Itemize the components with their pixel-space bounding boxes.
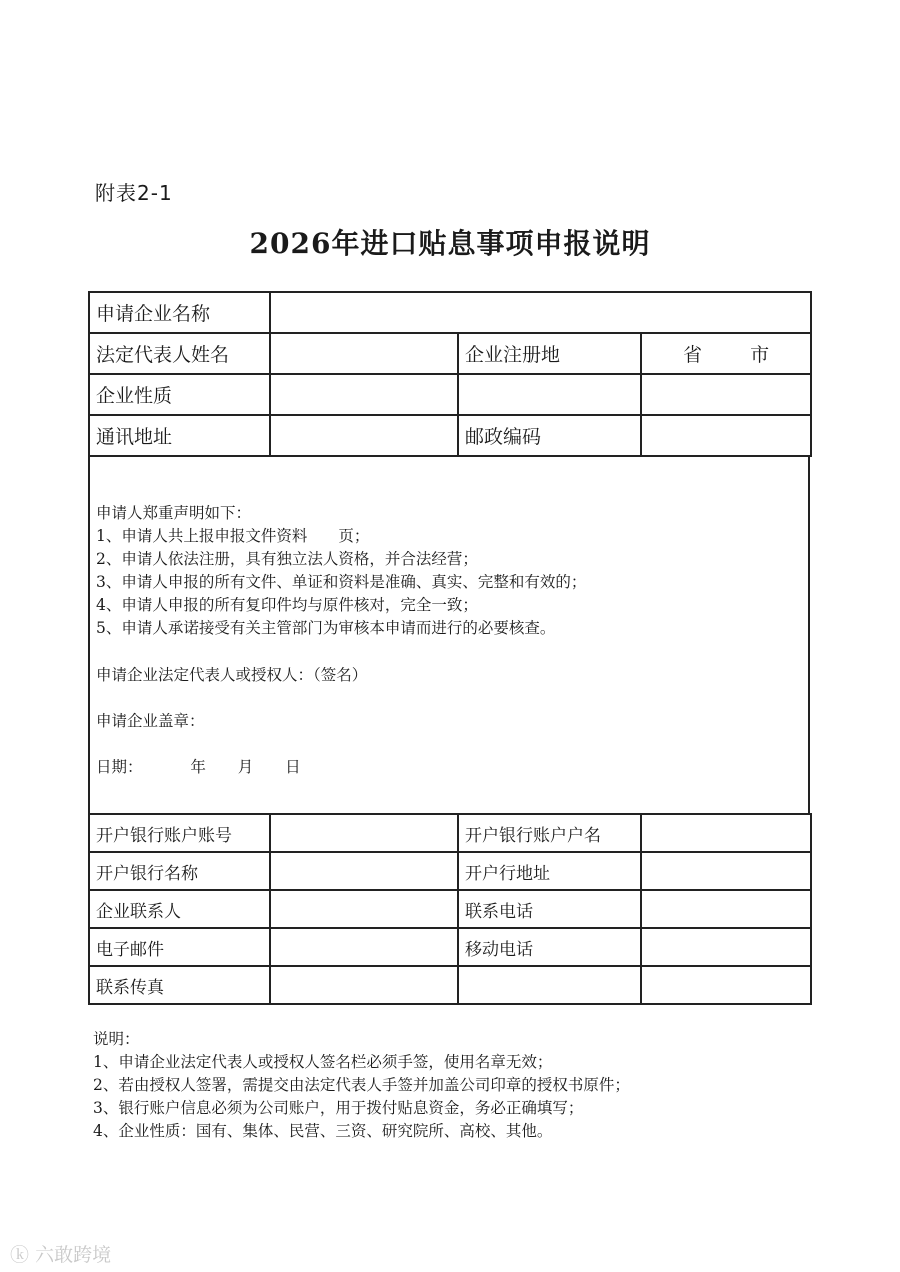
company-name-label: 申请企业名称 xyxy=(89,292,270,333)
company-type-label: 企业性质 xyxy=(89,374,270,415)
table-row xyxy=(89,333,811,374)
date-line xyxy=(96,755,301,777)
legal-rep-field[interactable] xyxy=(270,333,458,374)
appendix-label: 附表2-1 xyxy=(95,181,173,205)
bank-address-label: 开户行地址 xyxy=(458,852,641,890)
contact-person-label: 企业联系人 xyxy=(89,890,270,928)
watermark-logo-icon: ⓚ xyxy=(10,1244,30,1266)
watermark xyxy=(10,1240,111,1267)
bank-name-field[interactable] xyxy=(270,852,458,890)
legal-rep-label: 法定代表人姓名 xyxy=(89,333,270,374)
table-row xyxy=(89,966,811,1004)
company-type-field[interactable] xyxy=(270,374,458,415)
table-row xyxy=(89,415,811,456)
watermark-text: 六敢跨境 xyxy=(35,1244,112,1266)
contact-phone-label: 联系电话 xyxy=(458,890,641,928)
bank-contact-table xyxy=(88,813,812,1005)
bank-account-no-label: 开户银行账户账号 xyxy=(89,814,270,852)
address-field[interactable] xyxy=(270,415,458,456)
blank-cell xyxy=(641,966,811,1004)
seal-label: 申请企业盖章： xyxy=(96,712,205,730)
table-row xyxy=(89,928,811,966)
contact-person-field[interactable] xyxy=(270,890,458,928)
bank-account-name-label: 开户银行账户户名 xyxy=(458,814,641,852)
note-item: 1、申请企业法定代表人或授权人签名栏必须手签，使用名章无效； xyxy=(93,1053,553,1071)
year-label: 年 xyxy=(190,758,206,776)
declaration-item: 1、申请人共上报申报文件资料 页； xyxy=(96,527,370,545)
table-row xyxy=(89,890,811,928)
postcode-field[interactable] xyxy=(641,415,811,456)
city-label: 市 xyxy=(750,344,770,366)
note-item: 4、企业性质：国有、集体、民营、三资、研究院所、高校、其他。 xyxy=(93,1122,553,1140)
contact-phone-field[interactable] xyxy=(641,890,811,928)
signature-label: 申请企业法定代表人或授权人：（签名） xyxy=(96,666,368,684)
note-item: 3、银行账户信息必须为公司账户，用于拨付贴息资金，务必正确填写； xyxy=(93,1099,584,1117)
day-label: 日 xyxy=(285,758,301,776)
declaration-item: 3、申请人申报的所有文件、单证和资料是准确、真实、完整和有效的； xyxy=(96,573,587,591)
table-row xyxy=(89,814,811,852)
bank-name-label: 开户银行名称 xyxy=(89,852,270,890)
province-label: 省 xyxy=(682,344,702,366)
table-row xyxy=(89,852,811,890)
date-label: 日期： xyxy=(96,758,143,776)
bank-account-name-field[interactable] xyxy=(641,814,811,852)
blank-cell xyxy=(641,374,811,415)
document-title: 2026年进口贴息事项申报说明 xyxy=(249,227,651,260)
declaration-intro: 申请人郑重声明如下： xyxy=(96,504,252,522)
email-field[interactable] xyxy=(270,928,458,966)
notes-section xyxy=(93,1028,630,1143)
table-row xyxy=(89,374,811,415)
mobile-label: 移动电话 xyxy=(458,928,641,966)
mobile-field[interactable] xyxy=(641,928,811,966)
address-label: 通讯地址 xyxy=(89,415,270,456)
declaration-item: 2、申请人依法注册，具有独立法人资格，并合法经营； xyxy=(96,550,478,568)
email-label: 电子邮件 xyxy=(89,928,270,966)
reg-place-label: 企业注册地 xyxy=(458,333,641,374)
application-form xyxy=(88,291,810,1005)
postcode-label: 邮政编码 xyxy=(458,415,641,456)
month-label: 月 xyxy=(237,758,254,776)
table-row xyxy=(89,292,811,333)
company-info-table xyxy=(88,291,812,457)
bank-account-no-field[interactable] xyxy=(270,814,458,852)
fax-field[interactable] xyxy=(270,966,458,1004)
reg-place-field[interactable] xyxy=(641,333,811,374)
company-name-field[interactable] xyxy=(270,292,811,333)
blank-cell xyxy=(458,966,641,1004)
fax-label: 联系传真 xyxy=(89,966,270,1004)
blank-cell xyxy=(458,374,641,415)
declaration-section xyxy=(88,457,810,815)
notes-heading: 说明： xyxy=(93,1030,140,1048)
note-item: 2、若由授权人签署，需提交由法定代表人手签并加盖公司印章的授权书原件； xyxy=(93,1076,630,1094)
bank-address-field[interactable] xyxy=(641,852,811,890)
declaration-item: 4、申请人申报的所有复印件均与原件核对，完全一致； xyxy=(96,596,478,614)
declaration-item: 5、申请人承诺接受有关主管部门为审核本申请而进行的必要核查。 xyxy=(96,619,556,637)
